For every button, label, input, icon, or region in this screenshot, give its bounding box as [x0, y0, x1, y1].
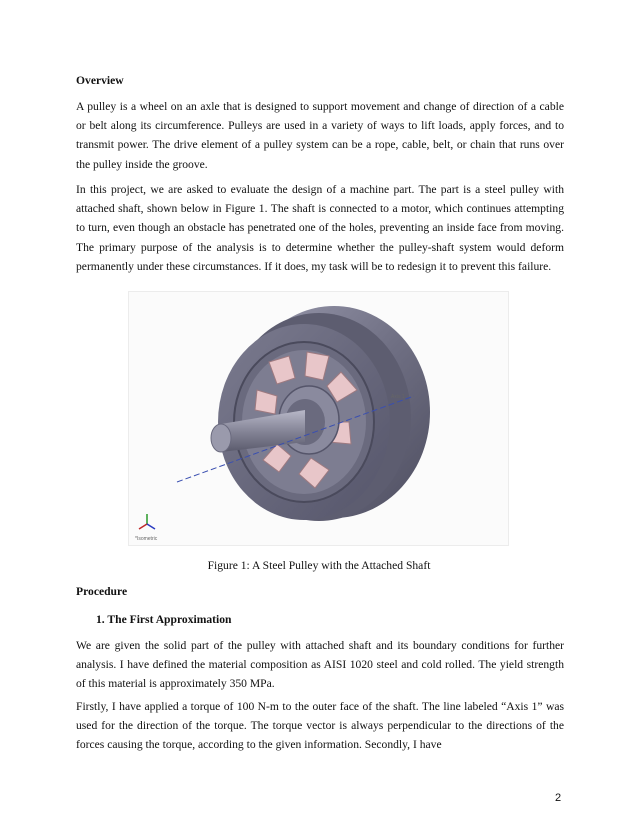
procedure-paragraph-2: Firstly, I have applied a torque of 100 N-m to the outer face of the shaft. The line labeled “Axis 1” was used for the direction of the torque. The torque vector is always perpendicular to the directions of the forces causing the torque, according to the given information. Secondly, I have: [76, 700, 564, 752]
axis-1-label: Axis 1: [391, 394, 405, 400]
procedure-paragraph-1: We are given the solid part of the pulley with attached shaft and its boundary conditions for further analysis. I have defined the material composition as AISI 1020 steel and cold rolled. The yield strength of this material is approximately 350 MPa.: [76, 639, 564, 691]
isometric-triad-icon: [139, 514, 155, 529]
pulley-illustration: [129, 292, 508, 545]
step-1-title: 1. The First Approximation: [96, 613, 232, 626]
overview-paragraph-2: In this project, we are asked to evaluate the design of a machine part. The part is a steel pulley with attached shaft, shown below in Figure 1. The shaft is connected to a motor, which continues attempting to turn, even though an obstacle has penetrated one of the holes, preventing an inside face from moving. The primary purpose of the analysis is to determine whether the pulley-shaft system would deform permanently under these circumstances. If it does, my task will be to redesign it to prevent this failure.: [76, 183, 564, 273]
overview-paragraph-1: A pulley is a wheel on an axle that is designed to support movement and change of direction of a cable or belt along its circumference. Pulleys are used in a variety of ways to lift loads, apply forces, and to transmit power. The drive element of a pulley system can be a rope, cable, belt, or chain that runs over the pulley inside the groove.: [76, 100, 564, 171]
overview-heading: Overview: [76, 74, 124, 87]
figure-caption: Figure 1: A Steel Pulley with the Attached Shaft: [207, 559, 431, 572]
isometric-view-label: *Isometric: [135, 536, 158, 542]
page-number: 2: [555, 792, 562, 804]
pulley-figure: [128, 291, 509, 546]
procedure-heading: Procedure: [76, 585, 128, 598]
